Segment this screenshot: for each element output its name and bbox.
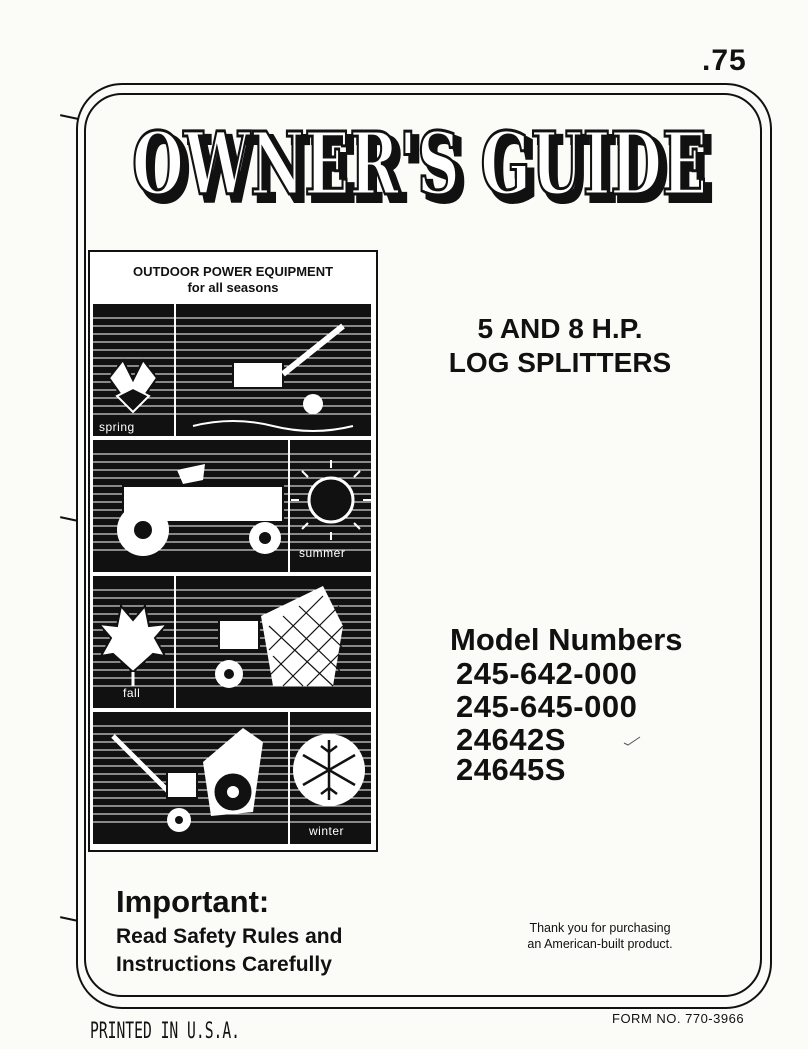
product-heading-line2: LOG SPLITTERS — [448, 347, 672, 378]
safety-line2: Instructions Carefully — [116, 953, 332, 976]
svg-text:OWNER'S GUIDE: OWNER'S GUIDE — [132, 114, 707, 215]
check-mark — [622, 734, 642, 752]
price-label: .75 — [702, 44, 747, 77]
form-number: FORM NO. 770-3966 — [612, 1011, 745, 1026]
model-numbers-title: Model Numbers — [450, 622, 683, 657]
model-number: 245-645-000 — [456, 689, 638, 724]
safety-line1: Read Safety Rules and — [116, 925, 343, 948]
thank-you-note — [500, 920, 700, 952]
panel-title-line1: OUTDOOR POWER EQUIPMENT — [132, 264, 334, 279]
panel-title — [90, 264, 376, 296]
title-logo — [126, 114, 726, 223]
thanks-line1: Thank you for purchasing — [529, 921, 671, 935]
season-label-summer: summer — [299, 546, 346, 560]
product-heading — [420, 312, 700, 380]
spring-illustration — [93, 304, 371, 436]
binding-mark — [60, 114, 78, 120]
model-number: 245-642-000 — [456, 656, 638, 691]
season-label-spring: spring — [99, 420, 135, 434]
season-label-winter: winter — [309, 824, 345, 838]
fall-illustration — [93, 576, 371, 708]
important-heading: Important: — [116, 884, 270, 919]
panel-title-line2: for all seasons — [187, 280, 279, 295]
svg-text:OWNER'S GUIDE: OWNER'S GUIDE — [138, 120, 713, 221]
printed-in-usa-stamp — [90, 1014, 250, 1049]
model-number: 24645S — [456, 752, 566, 787]
winter-illustration — [93, 712, 371, 844]
model-number: 24642S — [456, 722, 566, 757]
safety-notice — [116, 923, 342, 979]
svg-text:PRINTED IN U.S.A.: PRINTED IN U.S.A. — [90, 1019, 240, 1044]
season-label-fall: fall — [123, 686, 141, 700]
thanks-line2: an American-built product. — [527, 937, 673, 951]
seasons-panel — [88, 250, 378, 852]
product-heading-line1: 5 AND 8 H.P. — [477, 313, 643, 344]
summer-illustration — [93, 440, 371, 572]
